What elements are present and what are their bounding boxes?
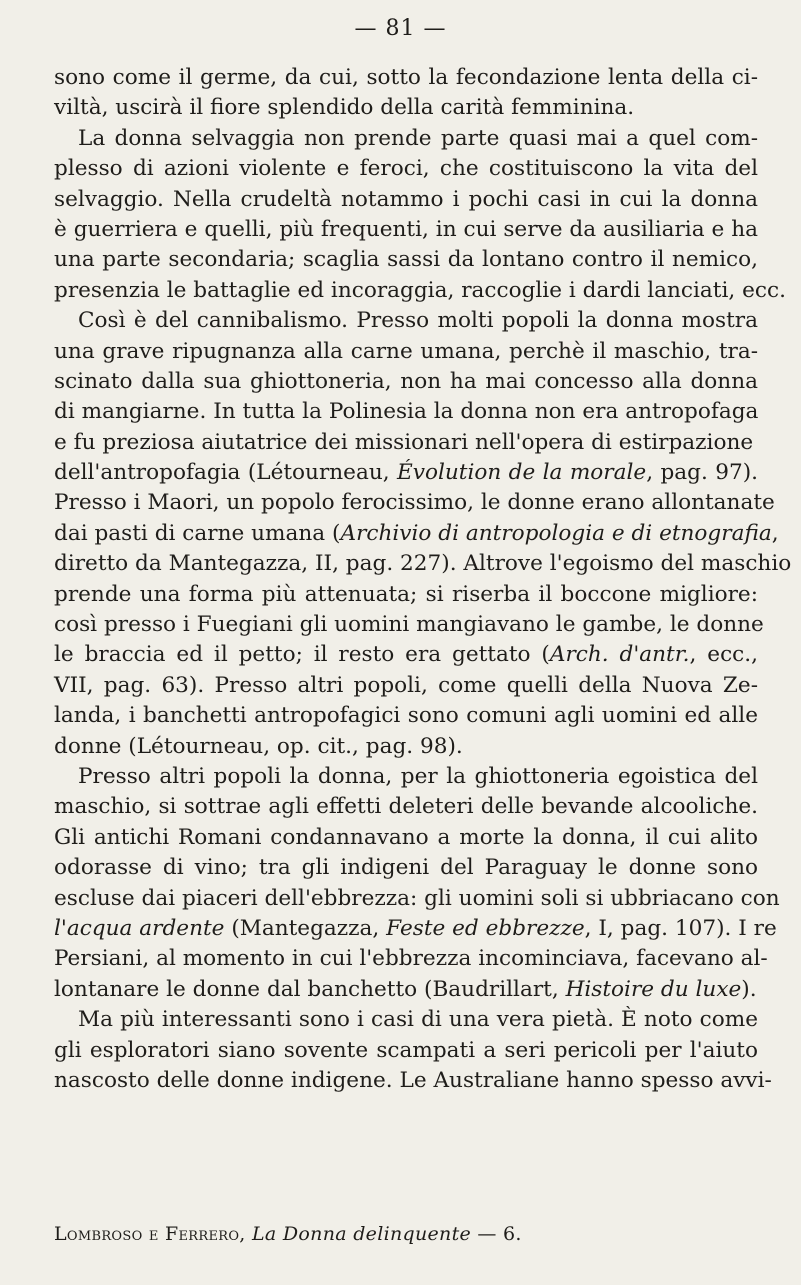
text-line: scinato dalla sua ghiottoneria, non ha mai concesso alla donna — [54, 368, 758, 394]
text-segment: , I, pag. 107). I re — [584, 915, 777, 941]
text-line: escluse dai piaceri dell'ebbrezza: gli uomini soli si ubbriacano con — [54, 885, 780, 911]
text-line: Gli antichi Romani condannavano a morte la donna, il cui alito — [54, 824, 758, 850]
text-line: donne (Létourneau, op. cit., pag. 98). — [54, 733, 463, 759]
text-line — [54, 640, 758, 670]
text-line: plesso di azioni violente e feroci, che costituiscono la vita del — [54, 156, 758, 182]
text-segment: , — [771, 520, 779, 546]
text-line: è guerriera e quelli, più frequenti, in cui serve da ausiliaria e ha — [54, 216, 758, 242]
text-segment: dai pasti di carne umana ( — [54, 520, 341, 546]
text-line: landa, i banchetti antropofagici sono comuni agli uomini ed alle — [54, 703, 758, 729]
italic-title: Archivio di antropologia e di etnografia — [340, 520, 772, 546]
italic-title: Feste ed ebbrezze — [386, 915, 585, 941]
text-line: Presso altri popoli la donna, per la ghiottoneria egoistica del — [78, 763, 758, 789]
text-line: una parte secondaria; scaglia sassi da lontano contro il nemico, — [54, 247, 758, 273]
text-segment: , pag. 97). — [646, 460, 759, 486]
text-line — [54, 975, 758, 1005]
text-segment: (Mantegazza, — [224, 915, 387, 941]
text-line: e fu preziosa aiutatrice dei missionari nell'opera di estirpazione — [54, 429, 754, 455]
text-line — [54, 458, 758, 488]
text-segment: lontanare le donne dal banchetto (Baudrillart, — [54, 976, 566, 1002]
italic-title: Évolution de la morale — [397, 460, 647, 486]
text-line: prende una forma più attenuata; si riserba il boccone migliore: — [54, 581, 758, 607]
text-line: di mangiarne. In tutta la Polinesia la donna non era antropofaga — [54, 399, 759, 425]
text-line — [54, 519, 779, 549]
text-line: Ma più interessanti sono i casi di una vera pietà. È noto come — [78, 1007, 758, 1033]
text-segment: dell'antropofagia (Létourneau, — [54, 460, 397, 486]
text-segment: ). — [741, 976, 757, 1002]
footer-signature-mark: — 6. — [477, 1223, 522, 1245]
text-line: selvaggio. Nella crudeltà notammo i pochi casi in cui la donna — [54, 186, 758, 212]
body-text — [54, 63, 792, 1096]
text-line: viltà, uscirà il fiore splendido della carità femminina. — [54, 95, 635, 121]
text-line: sono come il germe, da cui, sotto la fecondazione lenta della ci- — [54, 65, 758, 90]
text-line: VII, pag. 63). Presso altri popoli, come quelli della Nuova Ze- — [54, 672, 758, 698]
text-line — [54, 914, 777, 944]
text-line: odorasse di vino; tra gli indigeni del Paraguay le donne sono — [54, 855, 758, 881]
signature-footer — [54, 1223, 522, 1245]
text-line: maschio, si sottrae agli effetti deleteri delle bevande alcooliche. — [54, 794, 758, 820]
text-line: così presso i Fuegiani gli uomini mangiavano le gambe, le donne — [54, 612, 764, 638]
footer-authors: Lombroso e Ferrero, — [54, 1223, 246, 1245]
text-line: gli esploratori siano sovente scampati a seri pericoli per l'aiuto — [54, 1037, 758, 1063]
text-line: La donna selvaggia non prende parte quasi mai a quel com- — [78, 125, 758, 151]
text-line: presenzia le battaglie ed incoraggia, raccoglie i dardi lanciati, ecc. — [54, 277, 786, 303]
italic-title: Arch. d'antr. — [549, 642, 690, 668]
text-segment: le braccia ed il petto; il resto era gettato ( — [54, 642, 550, 668]
text-line: diretto da Mantegazza, II, pag. 227). Altrove l'egoismo del maschio — [54, 551, 792, 577]
text-line: Presso i Maori, un popolo ferocissimo, le donne erano allontanate — [54, 490, 775, 516]
text-line: Così è del cannibalismo. Presso molti popoli la donna mostra — [78, 308, 758, 334]
text-line: una grave ripugnanza alla carne umana, perchè il maschio, tra- — [54, 338, 758, 364]
text-line: nascosto delle donne indigene. Le Australiane hanno spesso avvi- — [54, 1067, 772, 1093]
italic-title: Histoire du luxe — [565, 976, 742, 1002]
page-number: — 81 — — [354, 16, 447, 41]
text-line: Persiani, al momento in cui l'ebbrezza incominciava, facevano al- — [54, 946, 768, 972]
footer-title: La Donna delinquente — [252, 1223, 472, 1245]
text-segment: , ecc., — [689, 642, 758, 668]
italic-title: l'acqua ardente — [54, 915, 225, 941]
